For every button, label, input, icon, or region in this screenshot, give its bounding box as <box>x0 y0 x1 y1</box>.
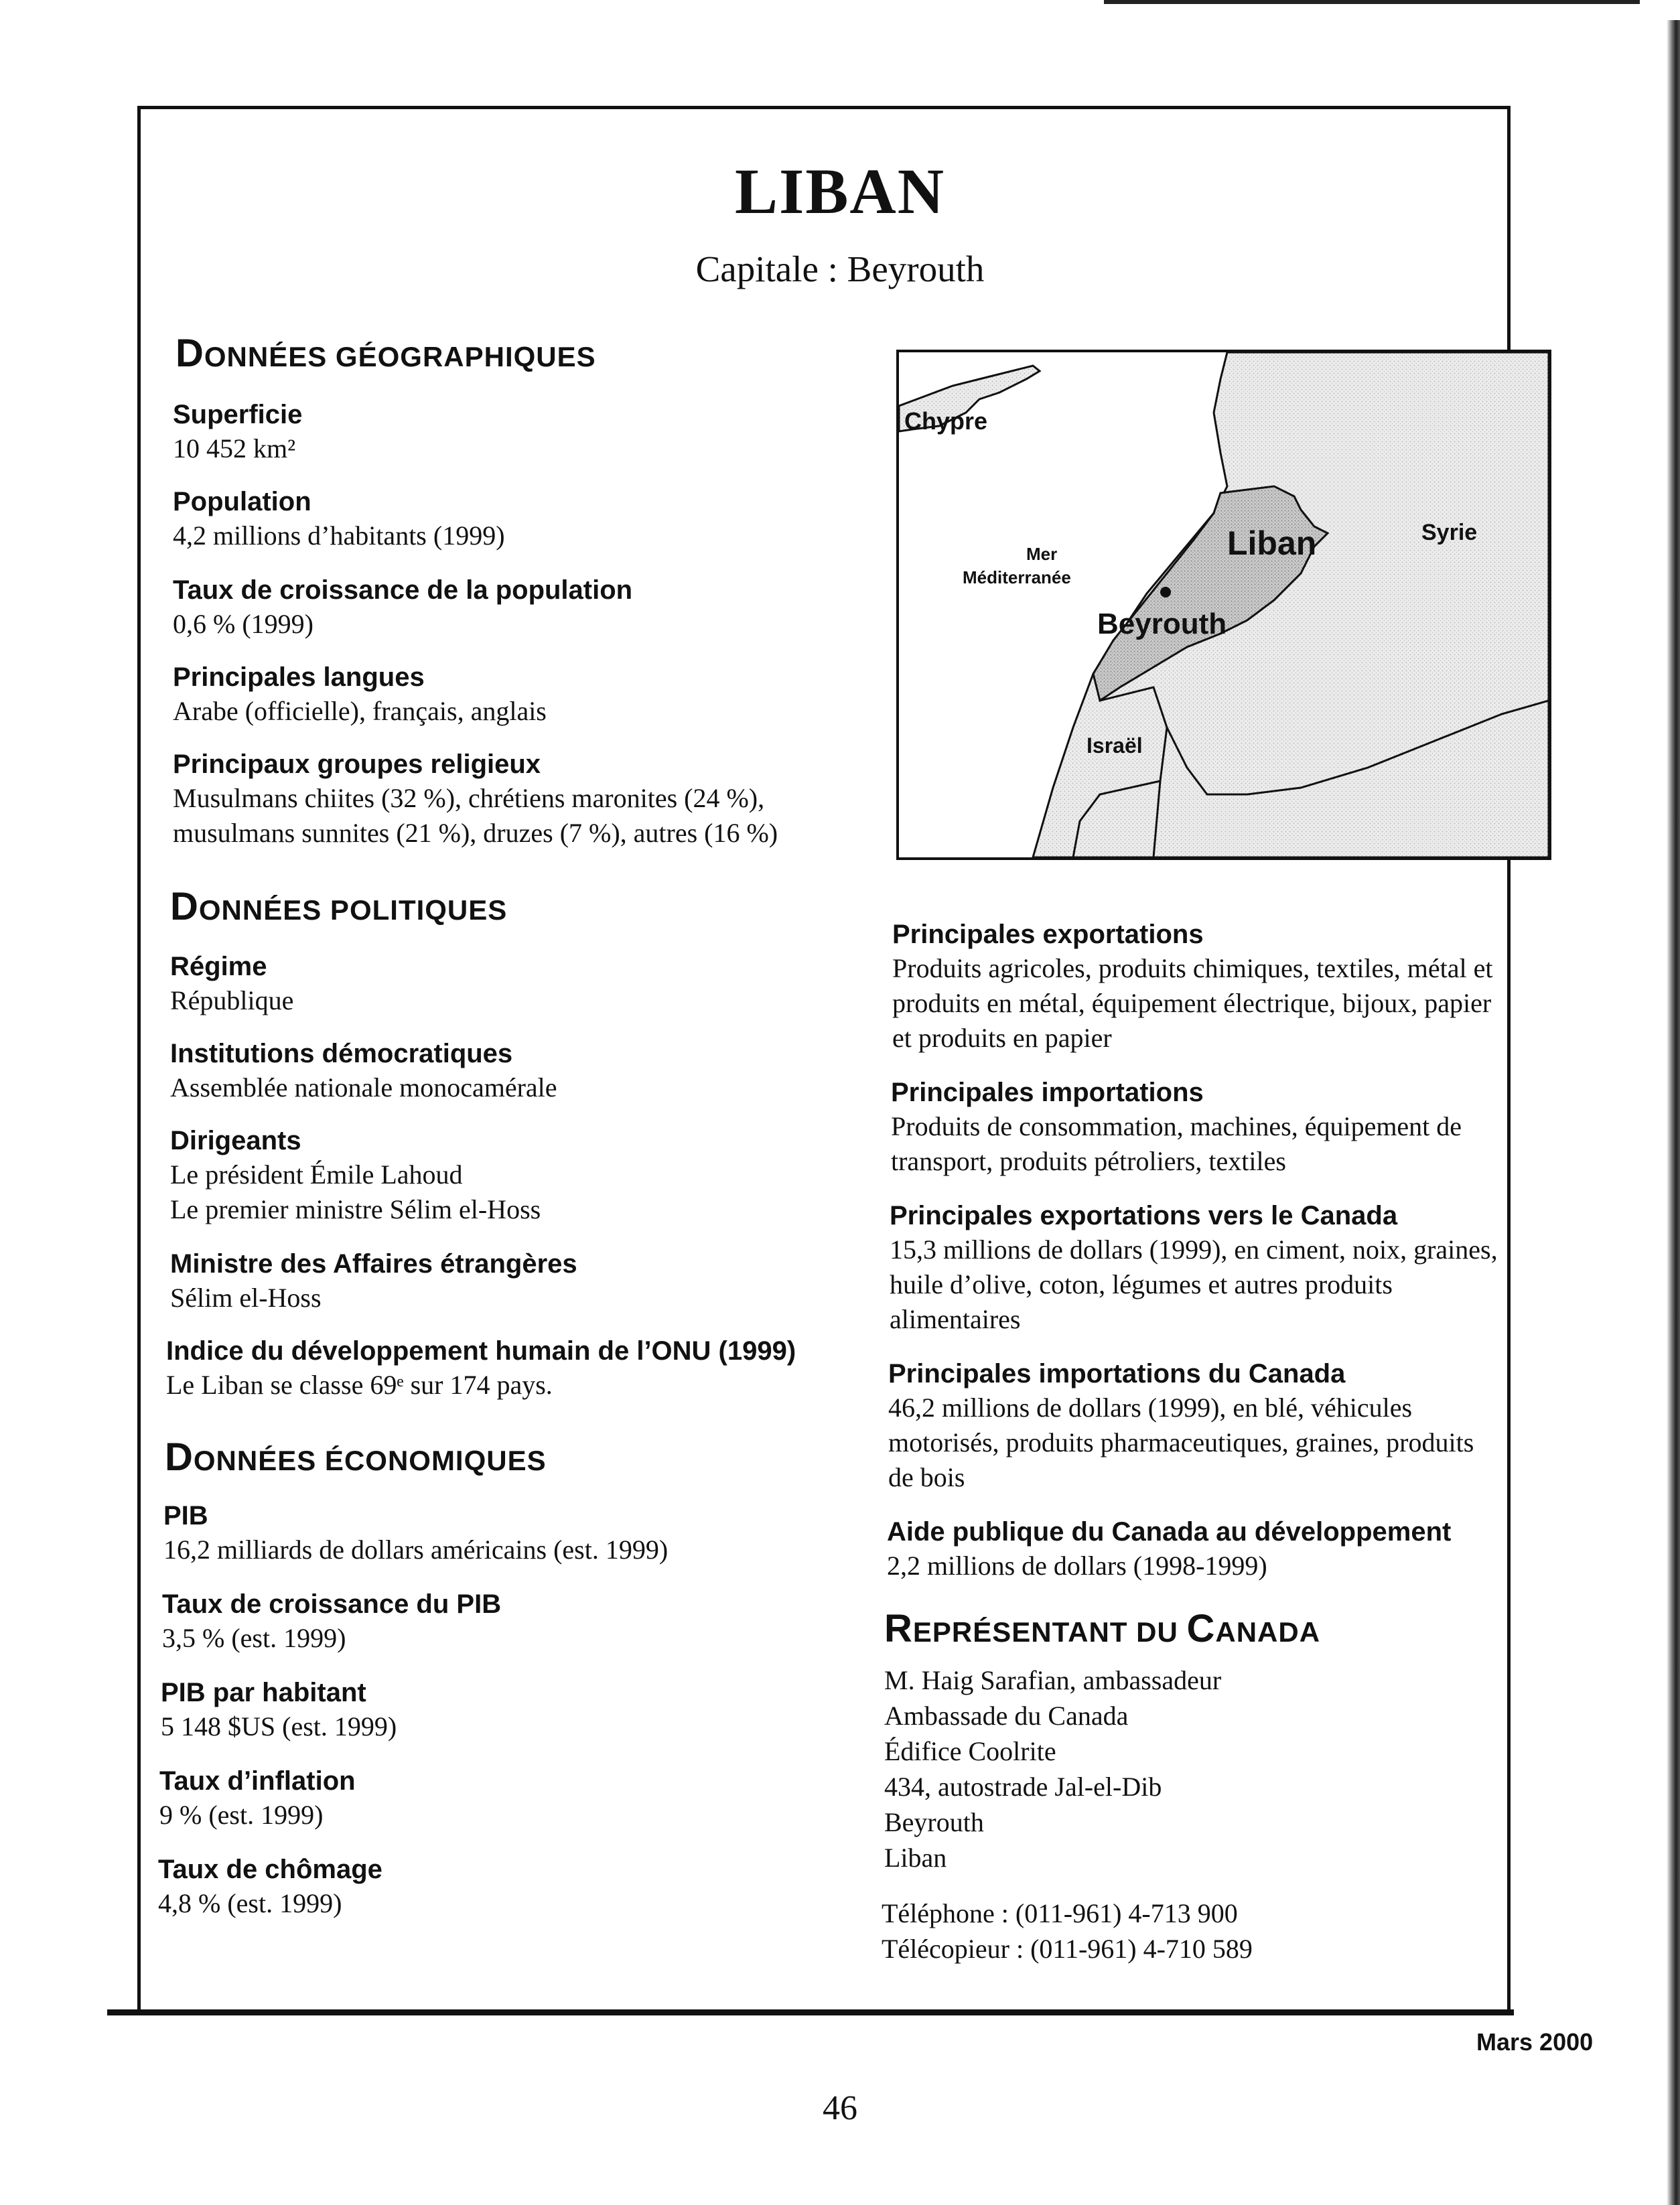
address-line: Liban <box>884 1843 947 1873</box>
item-label: Indice du développement humain de l’ONU (1999) <box>166 1336 796 1366</box>
item-line: et produits en papier <box>892 1023 1112 1053</box>
item-label: Dirigeants <box>170 1126 301 1155</box>
item-value: République <box>170 985 294 1015</box>
politique-heading-rest: ONNÉES POLITIQUES <box>198 894 508 926</box>
trade-item-import-canada <box>888 1357 1474 1495</box>
eco-heading <box>165 1435 547 1480</box>
trade-item-importations <box>891 1076 1462 1179</box>
map-svg <box>899 352 1549 857</box>
heading-rest-2: ANADA <box>1215 1616 1321 1648</box>
item-label: Principales langues <box>173 662 425 692</box>
item-line: alimentaires <box>890 1304 1021 1334</box>
geo-item-croissance <box>173 573 632 642</box>
item-value: 0,6 % (1999) <box>173 609 313 639</box>
frame-bottom-rule <box>107 2009 1514 2015</box>
label-chypre: Chypre <box>904 407 988 435</box>
label-beyrouth: Beyrouth <box>1097 608 1227 640</box>
address-line: Beyrouth <box>884 1807 984 1837</box>
item-label: Ministre des Affaires étrangères <box>170 1249 577 1279</box>
eco-item-pib <box>163 1499 668 1567</box>
politique-heading-initial: D <box>170 885 199 928</box>
item-label: Taux de croissance de la population <box>173 575 633 605</box>
pol-item-dirigeants <box>170 1124 541 1227</box>
item-value: Le président Émile Lahoud <box>170 1159 463 1190</box>
trade-item-aide <box>887 1515 1451 1583</box>
label-syrie: Syrie <box>1421 520 1478 545</box>
pol-item-regime <box>170 950 293 1018</box>
geo-heading-rest: ONNÉES GÉOGRAPHIQUES <box>204 341 596 372</box>
label-liban: Liban <box>1227 524 1317 562</box>
heading-initial-2: C <box>1186 1607 1216 1650</box>
geo-item-superficie <box>173 398 302 466</box>
item-value: 5 148 $US (est. 1999) <box>161 1711 397 1741</box>
item-line: produits en métal, équipement électrique, bijoux, papier <box>892 988 1492 1018</box>
pol-item-institutions <box>170 1037 557 1105</box>
beirut-dot <box>1160 587 1171 597</box>
item-value: 10 452 km² <box>173 433 296 464</box>
item-value: Le Liban se classe 69ᵉ sur 174 pays. <box>166 1370 553 1400</box>
scan-edge <box>1667 20 1680 2205</box>
item-label: Principales importations <box>891 1078 1204 1107</box>
item-value: 3,5 % (est. 1999) <box>162 1623 346 1653</box>
geo-heading <box>176 331 596 376</box>
item-label: Aide publique du Canada au développement <box>887 1517 1452 1547</box>
address-line: 434, autostrade Jal-el-Dib <box>884 1772 1162 1802</box>
phone-line: Téléphone : (011-961) 4-713 900 <box>882 1898 1238 1928</box>
trade-item-export-canada <box>890 1199 1498 1337</box>
item-label: Principales exportations <box>892 920 1204 949</box>
geo-item-religions <box>173 748 778 851</box>
item-label: Superficie <box>173 400 303 429</box>
trade-item-exportations <box>892 918 1493 1056</box>
address-line: M. Haig Sarafian, ambassadeur <box>884 1665 1222 1695</box>
representant-address <box>884 1662 1221 1875</box>
item-label: Institutions démocratiques <box>170 1039 513 1068</box>
label-mediterranee: Méditerranée <box>963 567 1071 587</box>
item-value: 16,2 milliards de dollars américains (est. 1999) <box>163 1535 669 1565</box>
item-line: huile d’olive, coton, légumes et autres produits <box>890 1269 1393 1299</box>
item-line: 46,2 millions de dollars (1999), en blé, véhicules <box>888 1393 1413 1423</box>
footer-date: Mars 2000 <box>1476 2028 1594 2056</box>
item-label: PIB par habitant <box>161 1678 366 1707</box>
heading-rest: EPRÉSENTANT DU <box>912 1616 1187 1648</box>
item-label: Population <box>173 487 311 516</box>
eco-heading-initial: D <box>165 1435 194 1479</box>
pol-item-idh <box>166 1334 796 1403</box>
pol-item-ministre <box>170 1247 577 1315</box>
geo-item-langues <box>173 660 547 729</box>
representant-contact <box>882 1896 1253 1967</box>
item-line: 15,3 millions de dollars (1999), en ciment, noix, graines, <box>890 1234 1498 1265</box>
address-line: Ambassade du Canada <box>884 1701 1129 1731</box>
item-value: Sélim el-Hoss <box>170 1283 322 1313</box>
page-title: LIBAN <box>734 155 946 227</box>
eco-item-croissance-pib <box>162 1587 501 1656</box>
label-mer: Mer <box>1026 544 1058 564</box>
item-value: Assemblée nationale monocamérale <box>170 1072 557 1102</box>
fax-line: Télécopieur : (011-961) 4-710 589 <box>882 1934 1253 1964</box>
item-value-2: musulmans sunnites (21 %), druzes (7 %), autres (16 %) <box>173 818 778 848</box>
label-israel: Israël <box>1087 733 1143 758</box>
capital-subtitle: Capitale : Beyrouth <box>695 248 985 289</box>
item-value: Arabe (officielle), français, anglais <box>173 696 547 726</box>
item-line: motorisés, produits pharmaceutiques, graines, produits <box>888 1427 1474 1457</box>
item-label: Taux d’inflation <box>159 1766 356 1796</box>
item-value: 4,8 % (est. 1999) <box>158 1888 342 1918</box>
item-label: Principales importations du Canada <box>888 1359 1346 1389</box>
item-label: Taux de croissance du PIB <box>162 1589 502 1619</box>
heading-initial: R <box>884 1607 913 1650</box>
map-of-lebanon <box>896 350 1551 860</box>
item-value: 4,2 millions d’habitants (1999) <box>173 520 505 551</box>
item-value: 9 % (est. 1999) <box>159 1800 324 1830</box>
eco-item-inflation <box>159 1764 356 1833</box>
item-label: Taux de chômage <box>158 1855 382 1884</box>
item-line: transport, produits pétroliers, textiles <box>891 1146 1286 1176</box>
politique-heading <box>170 884 507 929</box>
item-label: Régime <box>170 952 267 981</box>
item-line: Produits agricoles, produits chimiques, textiles, métal et <box>892 953 1493 983</box>
item-line: 2,2 millions de dollars (1998-1999) <box>887 1551 1267 1581</box>
item-label: Principales exportations vers le Canada <box>890 1201 1398 1230</box>
page-number: 46 <box>823 2089 857 2127</box>
item-label: PIB <box>163 1501 208 1531</box>
item-line: Produits de consommation, machines, équipement de <box>891 1111 1462 1141</box>
eco-heading-rest: ONNÉES ÉCONOMIQUES <box>193 1445 547 1476</box>
scan-top-line <box>1104 0 1640 4</box>
eco-item-chomage <box>158 1853 382 1921</box>
eco-item-pib-habitant <box>161 1676 397 1744</box>
item-label: Principaux groupes religieux <box>173 750 541 779</box>
mainland-shape <box>1033 352 1549 857</box>
item-value: Musulmans chiites (32 %), chrétiens maronites (24 %), <box>173 783 765 813</box>
item-line: de bois <box>888 1462 965 1492</box>
geo-heading-initial: D <box>176 332 204 375</box>
item-value-2: Le premier ministre Sélim el-Hoss <box>170 1194 541 1224</box>
representant-heading <box>884 1606 1320 1651</box>
address-line: Édifice Coolrite <box>884 1736 1056 1766</box>
geo-item-population <box>173 485 505 553</box>
